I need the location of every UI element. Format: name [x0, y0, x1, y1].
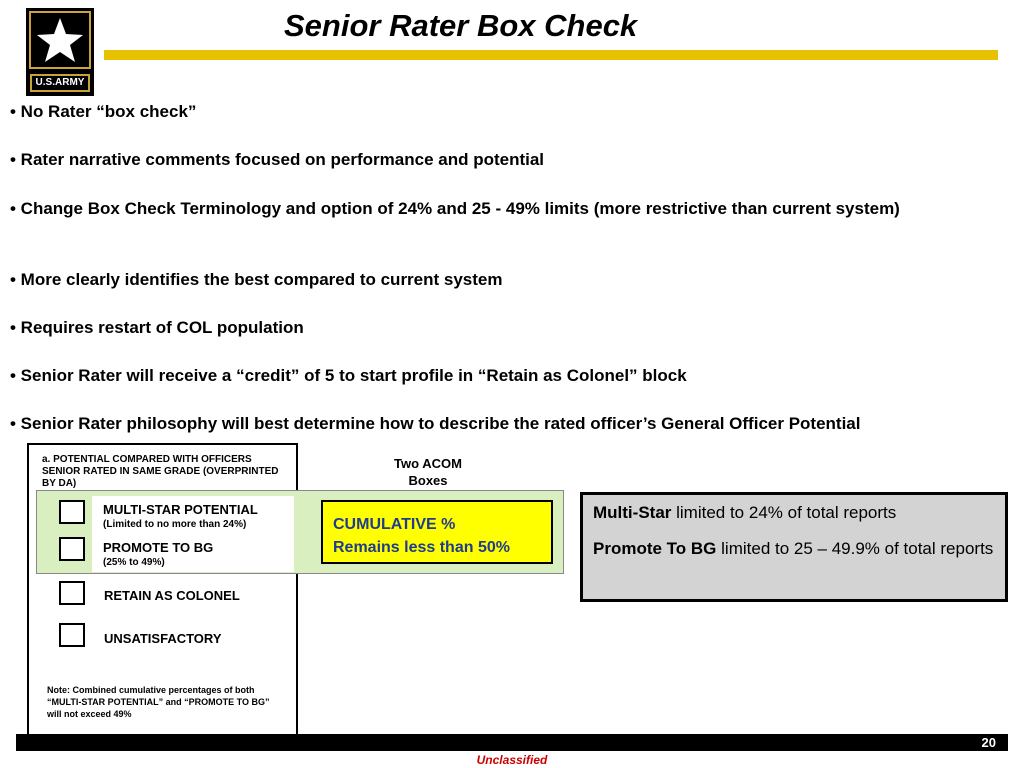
- multi-star-limit-bold: Multi-Star: [593, 503, 672, 522]
- footer-bar: [16, 734, 1008, 751]
- promote-bg-label: PROMOTE TO BG: [103, 540, 214, 555]
- multi-star-checkbox[interactable]: [59, 500, 85, 524]
- classification-label: Unclassified: [476, 753, 548, 767]
- acom-label-line2: Boxes: [408, 473, 448, 488]
- form-note: Note: Combined cumulative percentages of both “MULTI-STAR POTENTIAL” and “PROMOTE TO BG” will not exceed 49%: [47, 685, 270, 719]
- us-army-logo: [26, 8, 94, 96]
- title-rule: [104, 50, 998, 60]
- acom-label: [376, 455, 480, 489]
- bullet-item: • No Rater “box check”: [10, 102, 197, 121]
- promote-bg-limit-rest: limited to 25 – 49.9% of total reports: [716, 539, 994, 558]
- multi-star-limit: (Limited to no more than 24%): [103, 519, 247, 530]
- cumulative-callout: [321, 500, 553, 564]
- bullet-item: • Rater narrative comments focused on performance and potential: [10, 150, 545, 169]
- page-title: Senior Rater Box Check: [284, 8, 638, 43]
- promote-bg-limit: (25% to 49%): [103, 557, 165, 568]
- bullet-item: • Senior Rater will receive a “credit” of 5 to start profile in “Retain as Colonel” block: [10, 366, 687, 385]
- bullet-item: • Senior Rater philosophy will best determine how to describe the rated officer’s General Officer Potential: [10, 414, 861, 433]
- promote-bg-limit-bold: Promote To BG: [593, 539, 717, 558]
- logo-text: U.S.ARMY: [30, 74, 90, 92]
- bullet-item: • More clearly identifies the best compared to current system: [10, 270, 503, 289]
- unsatisfactory-label: UNSATISFACTORY: [104, 631, 222, 646]
- retain-colonel-checkbox[interactable]: [59, 581, 85, 605]
- bullet-item: • Requires restart of COL population: [10, 318, 304, 337]
- form-heading: a. POTENTIAL COMPARED WITH OFFICERS SENIOR RATED IN SAME GRADE (OVERPRINTED BY DA): [42, 454, 279, 489]
- bullet-item: • Change Box Check Terminology and option of 24% and 25 - 49% limits (more restrictive than current system): [10, 199, 900, 218]
- star-icon: [26, 8, 94, 72]
- multi-star-limit-text: [593, 502, 995, 524]
- cumulative-line2: Remains less than 50%: [333, 539, 510, 556]
- cumulative-line1: CUMULATIVE %: [333, 516, 456, 533]
- multi-star-limit-rest: limited to 24% of total reports: [671, 503, 897, 522]
- limits-callout: [580, 492, 1008, 602]
- unsatisfactory-checkbox[interactable]: [59, 623, 85, 647]
- promote-bg-limit-text: [593, 538, 995, 560]
- retain-colonel-label: RETAIN AS COLONEL: [104, 588, 240, 603]
- acom-label-line1: Two ACOM: [394, 456, 462, 471]
- page-number: 20: [981, 735, 996, 750]
- multi-star-label: MULTI-STAR POTENTIAL: [103, 502, 258, 517]
- promote-bg-checkbox[interactable]: [59, 537, 85, 561]
